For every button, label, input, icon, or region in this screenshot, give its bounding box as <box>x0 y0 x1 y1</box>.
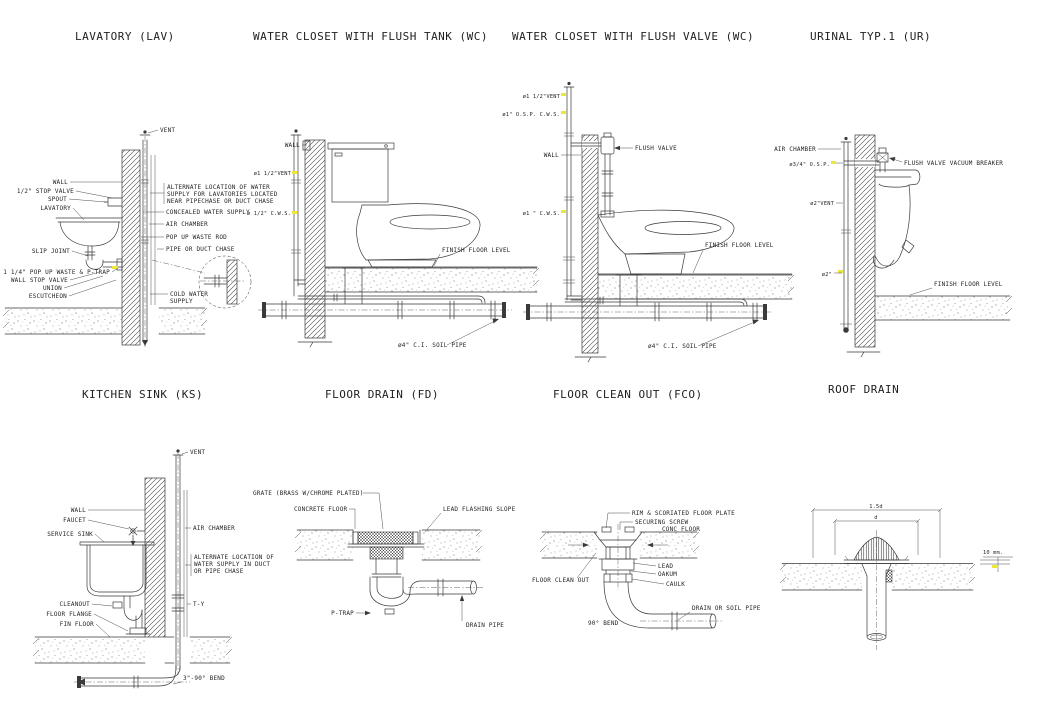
lavatory-label: LAVATORY <box>40 205 71 212</box>
lead-label: LEAD <box>658 563 674 570</box>
title-floor-drain: FLOOR DRAIN (FD) <box>325 388 439 401</box>
pop-up-rod-label: POP UP WASTE ROD <box>166 234 227 241</box>
title-kitchen-sink: KITCHEN SINK (KS) <box>82 388 204 401</box>
cold-water-label-1: COLD WATER <box>170 291 209 298</box>
conc-floor-label: CONC FLOOR <box>662 526 701 533</box>
pipe-chase-label: PIPE OR DUCT CHASE <box>166 246 235 253</box>
concrete-floor-label: CONCRETE FLOOR <box>294 506 348 513</box>
vacuum-breaker-label: FLUSH VALVE VACUUM BREAKER <box>904 160 1004 167</box>
flush-valve-label: FLUSH VALVE <box>635 145 677 152</box>
faucet-label: FAUCET <box>63 517 86 524</box>
air-chamber-label: AIR CHAMBER <box>193 525 235 532</box>
urinal-flush-valve <box>877 148 888 172</box>
floor-drain-drawing <box>250 480 516 645</box>
title-lavatory: LAVATORY (LAV) <box>75 30 175 43</box>
ks-vent-stack <box>172 449 187 675</box>
ks-trap <box>113 596 150 634</box>
branch-size-label: ø2" <box>821 272 832 278</box>
lavatory-vent-stack <box>140 130 155 347</box>
cleanout-label: CLEANOUT <box>59 601 90 608</box>
caulk-label: CAULK <box>666 581 686 588</box>
ty-fitting-label: T-Y <box>193 601 205 608</box>
fco-labels <box>532 510 761 627</box>
finish-floor-label: FINISH FLOOR LEVEL <box>934 281 1003 288</box>
service-sink-label: SERVICE SINK <box>47 531 93 538</box>
lavatory-slab <box>3 308 207 334</box>
pop-up-waste-label: 1 1/4" POP UP WASTE & P-TRAP <box>3 269 110 276</box>
title-wc-flush-valve: WATER CLOSET WITH FLUSH VALVE (WC) <box>512 30 755 43</box>
alt-supply-label-2: SUPPLY FOR LAVATORIES LOCATED <box>167 191 278 198</box>
bend-label: 3"-90° BEND <box>183 675 225 682</box>
fd-drain-body <box>370 547 403 577</box>
securing-screw-label: SECURING SCREW <box>635 519 689 526</box>
bend-label: 90° BEND <box>588 620 619 627</box>
lavatory-wall-hatch <box>122 150 140 345</box>
grate-label: GRATE (BRASS W/CHROME PLATED) <box>253 490 364 497</box>
urinal-fixture <box>873 170 920 268</box>
alt-supply-label-2: WATER SUPPLY IN DUCT <box>194 561 271 568</box>
alt-supply-label-1: ALTERNATE LOCATION OF <box>194 554 275 561</box>
slip-joint-label: SLIP JOINT <box>31 248 70 255</box>
wc-flush-valve-drawing <box>502 75 795 365</box>
alt-supply-label-3: NEAR PIPECHASE OR DUCT CHASE <box>167 198 274 205</box>
soil-pipe-label: ø4" C.I. SOIL PIPE <box>398 342 467 349</box>
alt-supply-label-1: ALTERNATE LOCATION OF WATER <box>167 184 270 191</box>
stop-valve-label: 1/2" STOP VALVE <box>16 188 74 195</box>
osp-label: ø3/4" O.S.P. <box>789 162 830 168</box>
union-label: UNION <box>42 285 62 292</box>
floor-clean-out-label: FLOOR CLEAN OUT <box>532 577 590 584</box>
ks-slab <box>33 637 232 663</box>
concealed-supply-label: CONCEALED WATER SUPPLY <box>166 209 250 216</box>
wc-tank-labels <box>247 142 511 349</box>
thickness-label: 10 mm. <box>983 550 1004 556</box>
soil-pipe-label: ø4" C.I. SOIL PIPE <box>648 343 717 350</box>
floor-clean-out-drawing <box>520 490 770 650</box>
finish-floor-label: FINISH FLOOR LEVEL <box>442 247 511 254</box>
cws-size-label: ø1 " C.W.S. <box>522 211 560 217</box>
ks-wall-hatch <box>145 478 165 637</box>
fin-floor-label: FIN FLOOR <box>59 621 94 628</box>
wall-label: WALL <box>284 142 300 149</box>
wall-label: WALL <box>70 507 86 514</box>
wc-flush-tank-drawing <box>246 110 540 360</box>
vent-size-label: ø1 1/2"VENT <box>253 171 291 177</box>
ks-sink <box>80 542 154 596</box>
wc-valve-riser <box>563 82 582 300</box>
p-trap-label: P-TRAP <box>331 610 354 617</box>
wc-valve-slab <box>598 275 794 299</box>
wc-valve-labels <box>502 93 773 350</box>
title-urinal: URINAL TYP.1 (UR) <box>810 30 932 43</box>
vent-size-label: ø1 1/2"VENT <box>522 94 560 100</box>
urinal-wall-hatch <box>847 135 880 357</box>
cws-size-label: ø 1/2" C.W.S. <box>246 211 291 217</box>
ks-underfloor-piping <box>74 666 190 688</box>
alt-supply-label-3: OR PIPE CHASE <box>194 568 244 575</box>
spout-label: SPOUT <box>47 196 67 203</box>
cold-water-label-2: SUPPLY <box>170 298 193 305</box>
rd-slab <box>780 564 975 591</box>
wall-stop-valve-label: WALL STOP VALVE <box>10 277 68 284</box>
rd-thickness-note <box>980 550 1013 572</box>
vent-label: VENT <box>190 449 206 456</box>
osp-cws-label: ø1" O.S.P. C.W.S. <box>502 112 560 118</box>
oakum-label: OAKUM <box>658 571 678 578</box>
title-roof-drain: ROOF DRAIN <box>828 383 900 396</box>
fd-grate <box>348 532 424 547</box>
outer-dim-label: 1.5d <box>869 504 883 510</box>
fco-slab <box>540 532 699 558</box>
urinal-labels <box>774 146 1003 295</box>
wall-label: WALL <box>52 179 68 186</box>
drain-soil-pipe-label: DRAIN OR SOIL PIPE <box>692 605 761 612</box>
air-chamber-label: AIR CHAMBER <box>774 146 816 153</box>
urinal-drawing <box>770 110 1038 360</box>
vent-label: ø2"VENT <box>810 201 834 207</box>
wall-label: WALL <box>543 152 559 159</box>
kitchen-sink-drawing <box>30 430 275 710</box>
rim-plate-label: RIM & SCORIATED FLOOR PLATE <box>632 510 735 517</box>
wall-connection-detail-circle <box>152 256 251 308</box>
drain-pipe-label: DRAIN PIPE <box>466 622 505 629</box>
fd-p-trap <box>370 577 484 614</box>
lead-flashing-label: LEAD FLASHING SLOPE <box>443 506 516 513</box>
roof-drain-drawing <box>770 480 1038 660</box>
wc-valve-wall-hatch <box>575 135 606 362</box>
lavatory-drawing <box>0 110 292 360</box>
vent-label: VENT <box>160 127 176 134</box>
floor-flange-label: FLOOR FLANGE <box>46 611 92 618</box>
inner-dim-label: d <box>874 515 878 521</box>
finish-floor-label: FINISH FLOOR LEVEL <box>705 242 774 249</box>
escutcheon-label: ESCUTCHEON <box>28 293 67 300</box>
title-floor-clean-out: FLOOR CLEAN OUT (FCO) <box>553 388 703 401</box>
ks-faucet <box>129 527 145 546</box>
air-chamber-label: AIR CHAMBER <box>166 221 208 228</box>
urinal-slab <box>875 296 1012 320</box>
title-wc-flush-tank: WATER CLOSET WITH FLUSH TANK (WC) <box>253 30 489 43</box>
